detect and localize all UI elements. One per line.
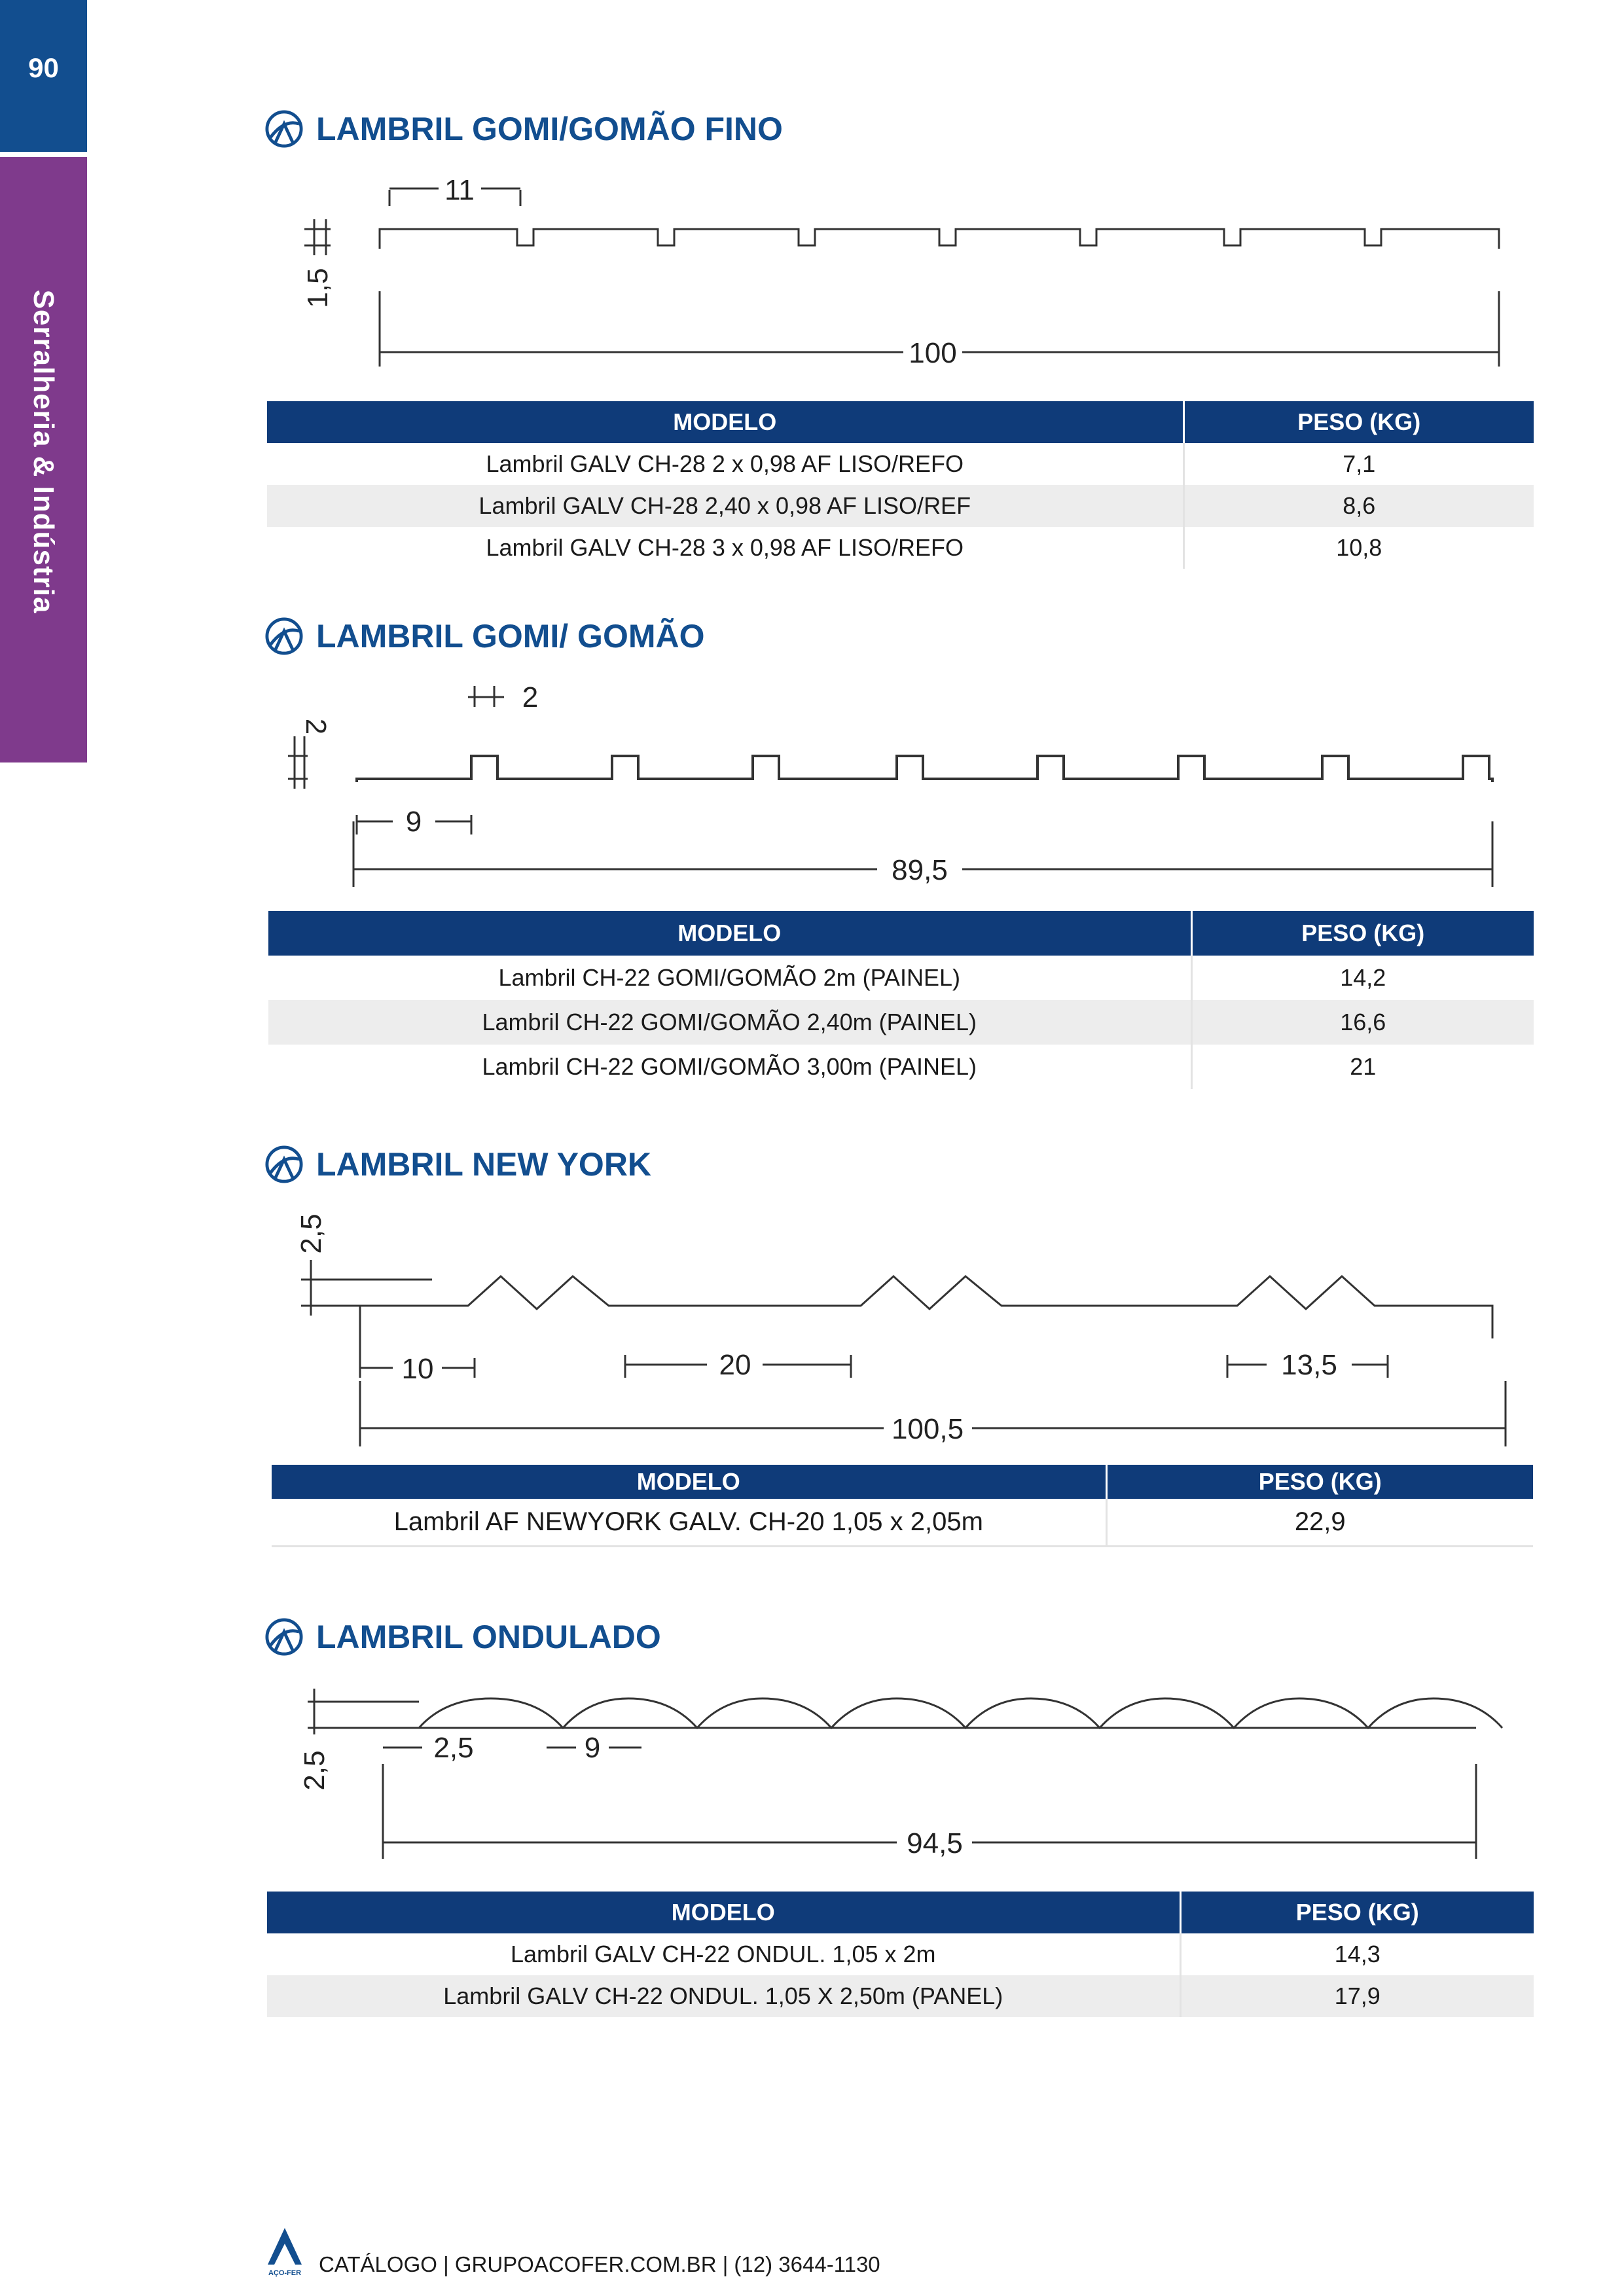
- acofer-logo: [265, 2225, 304, 2278]
- spec-table-new-york: [272, 1465, 1533, 1547]
- table-row: [267, 443, 1534, 485]
- section-title-new-york: LAMBRIL NEW YORK: [265, 1145, 651, 1183]
- dim-vee: 13,5: [1281, 1349, 1337, 1381]
- footer: [265, 2225, 880, 2278]
- dim-width: 94,5: [907, 1827, 963, 1859]
- cell-peso: 21: [1350, 1053, 1377, 1080]
- dim-edge: 10: [401, 1353, 434, 1385]
- spec-table-gomi-fino: [267, 401, 1534, 569]
- section-title-gomi-gomao: LAMBRIL GOMI/ GOMÃO: [265, 617, 704, 655]
- dim-width: 100,5: [891, 1413, 964, 1445]
- cell-peso: 17,9: [1180, 1975, 1534, 2017]
- cell-modelo: Lambril GALV CH-22 ONDUL. 1,05 X 2,50m (PANEL): [267, 1975, 1180, 2017]
- table-row: [268, 1045, 1534, 1089]
- dim-height: 2: [300, 718, 332, 735]
- section-title-gomi-fino: LAMBRIL GOMI/GOMÃO FINO: [265, 110, 783, 148]
- dim-pitch: 11: [444, 174, 475, 206]
- profile-drawing-gomi-fino: [281, 164, 1512, 386]
- logo-label: AÇO-FER: [268, 2269, 302, 2277]
- dim-width: 100: [909, 337, 957, 369]
- col-header-modelo: MODELO: [267, 401, 1183, 443]
- side-tab-label: Serralheria & Indústria: [27, 289, 60, 614]
- cell-peso: 10,8: [1336, 534, 1382, 561]
- cell-peso: 14,2: [1340, 964, 1386, 991]
- col-header-peso: PESO (KG): [1180, 1892, 1534, 1933]
- cell-modelo: Lambril CH-22 GOMI/GOMÃO 2m (PAINEL): [268, 956, 1191, 1000]
- cell-modelo: Lambril CH-22 GOMI/GOMÃO 3,00m (PAINEL): [268, 1045, 1191, 1089]
- section-title-ondulado: LAMBRIL ONDULADO: [265, 1618, 661, 1656]
- cell-peso: 7,1: [1343, 450, 1376, 477]
- table-row: [267, 485, 1534, 527]
- dim-height: 1,5: [302, 268, 334, 308]
- cell-peso: 14,3: [1334, 1941, 1380, 1967]
- col-header-peso: PESO (KG): [1191, 911, 1534, 956]
- footer-text: CATÁLOGO | GRUPOACOFER.COM.BR | (12) 3644-1130: [319, 2252, 880, 2276]
- profile-drawing-gomi-gomao: [275, 674, 1519, 910]
- dim-rib: 2: [522, 681, 539, 713]
- table-row: [267, 1975, 1534, 2017]
- table-row: [268, 956, 1534, 1000]
- cell-modelo: Lambril CH-22 GOMI/GOMÃO 2,40m (PAINEL): [268, 1000, 1191, 1045]
- cell-modelo: Lambril GALV CH-28 2 x 0,98 AF LISO/REFO: [267, 443, 1183, 485]
- cell-modelo: Lambril GALV CH-22 ONDUL. 1,05 x 2m: [267, 1933, 1180, 1975]
- table-row: [267, 1933, 1534, 1975]
- page-number: 90: [28, 52, 59, 83]
- brand-globe-icon: [265, 1618, 303, 1656]
- col-header-peso: PESO (KG): [1106, 1465, 1533, 1499]
- cell-modelo: Lambril GALV CH-28 2,40 x 0,98 AF LISO/REF: [267, 485, 1183, 527]
- profile-drawing-new-york: [288, 1204, 1519, 1453]
- dim-height: 2,5: [295, 1213, 327, 1254]
- col-header-peso: PESO (KG): [1183, 401, 1534, 443]
- cell-peso: 8,6: [1183, 485, 1534, 527]
- col-header-modelo: MODELO: [267, 1892, 1180, 1933]
- dim-width: 89,5: [892, 854, 948, 886]
- brand-globe-icon: [265, 617, 303, 655]
- dim-gap: 20: [719, 1349, 751, 1381]
- profile-drawing-ondulado: [288, 1676, 1519, 1865]
- dim-pitch: 9: [584, 1732, 601, 1764]
- cell-peso: 22,9: [1294, 1507, 1346, 1536]
- col-header-modelo: MODELO: [268, 911, 1191, 956]
- cell-modelo: Lambril AF NEWYORK GALV. CH-20 1,05 x 2,05m: [272, 1499, 1106, 1546]
- cell-modelo: Lambril GALV CH-28 3 x 0,98 AF LISO/REFO: [267, 527, 1183, 569]
- table-row: [267, 527, 1534, 569]
- brand-globe-icon: [265, 110, 303, 148]
- spec-table-gomi-gomao: [268, 911, 1534, 1089]
- dim-pitch: 9: [405, 806, 422, 838]
- dim-height: 2,5: [298, 1750, 331, 1791]
- table-row: [268, 1000, 1534, 1045]
- col-header-modelo: MODELO: [272, 1465, 1106, 1499]
- dim-edge: 2,5: [433, 1732, 474, 1764]
- cell-peso: 16,6: [1191, 1000, 1534, 1045]
- spec-table-ondulado: [267, 1892, 1534, 2017]
- brand-globe-icon: [265, 1145, 303, 1183]
- table-row: [272, 1499, 1533, 1546]
